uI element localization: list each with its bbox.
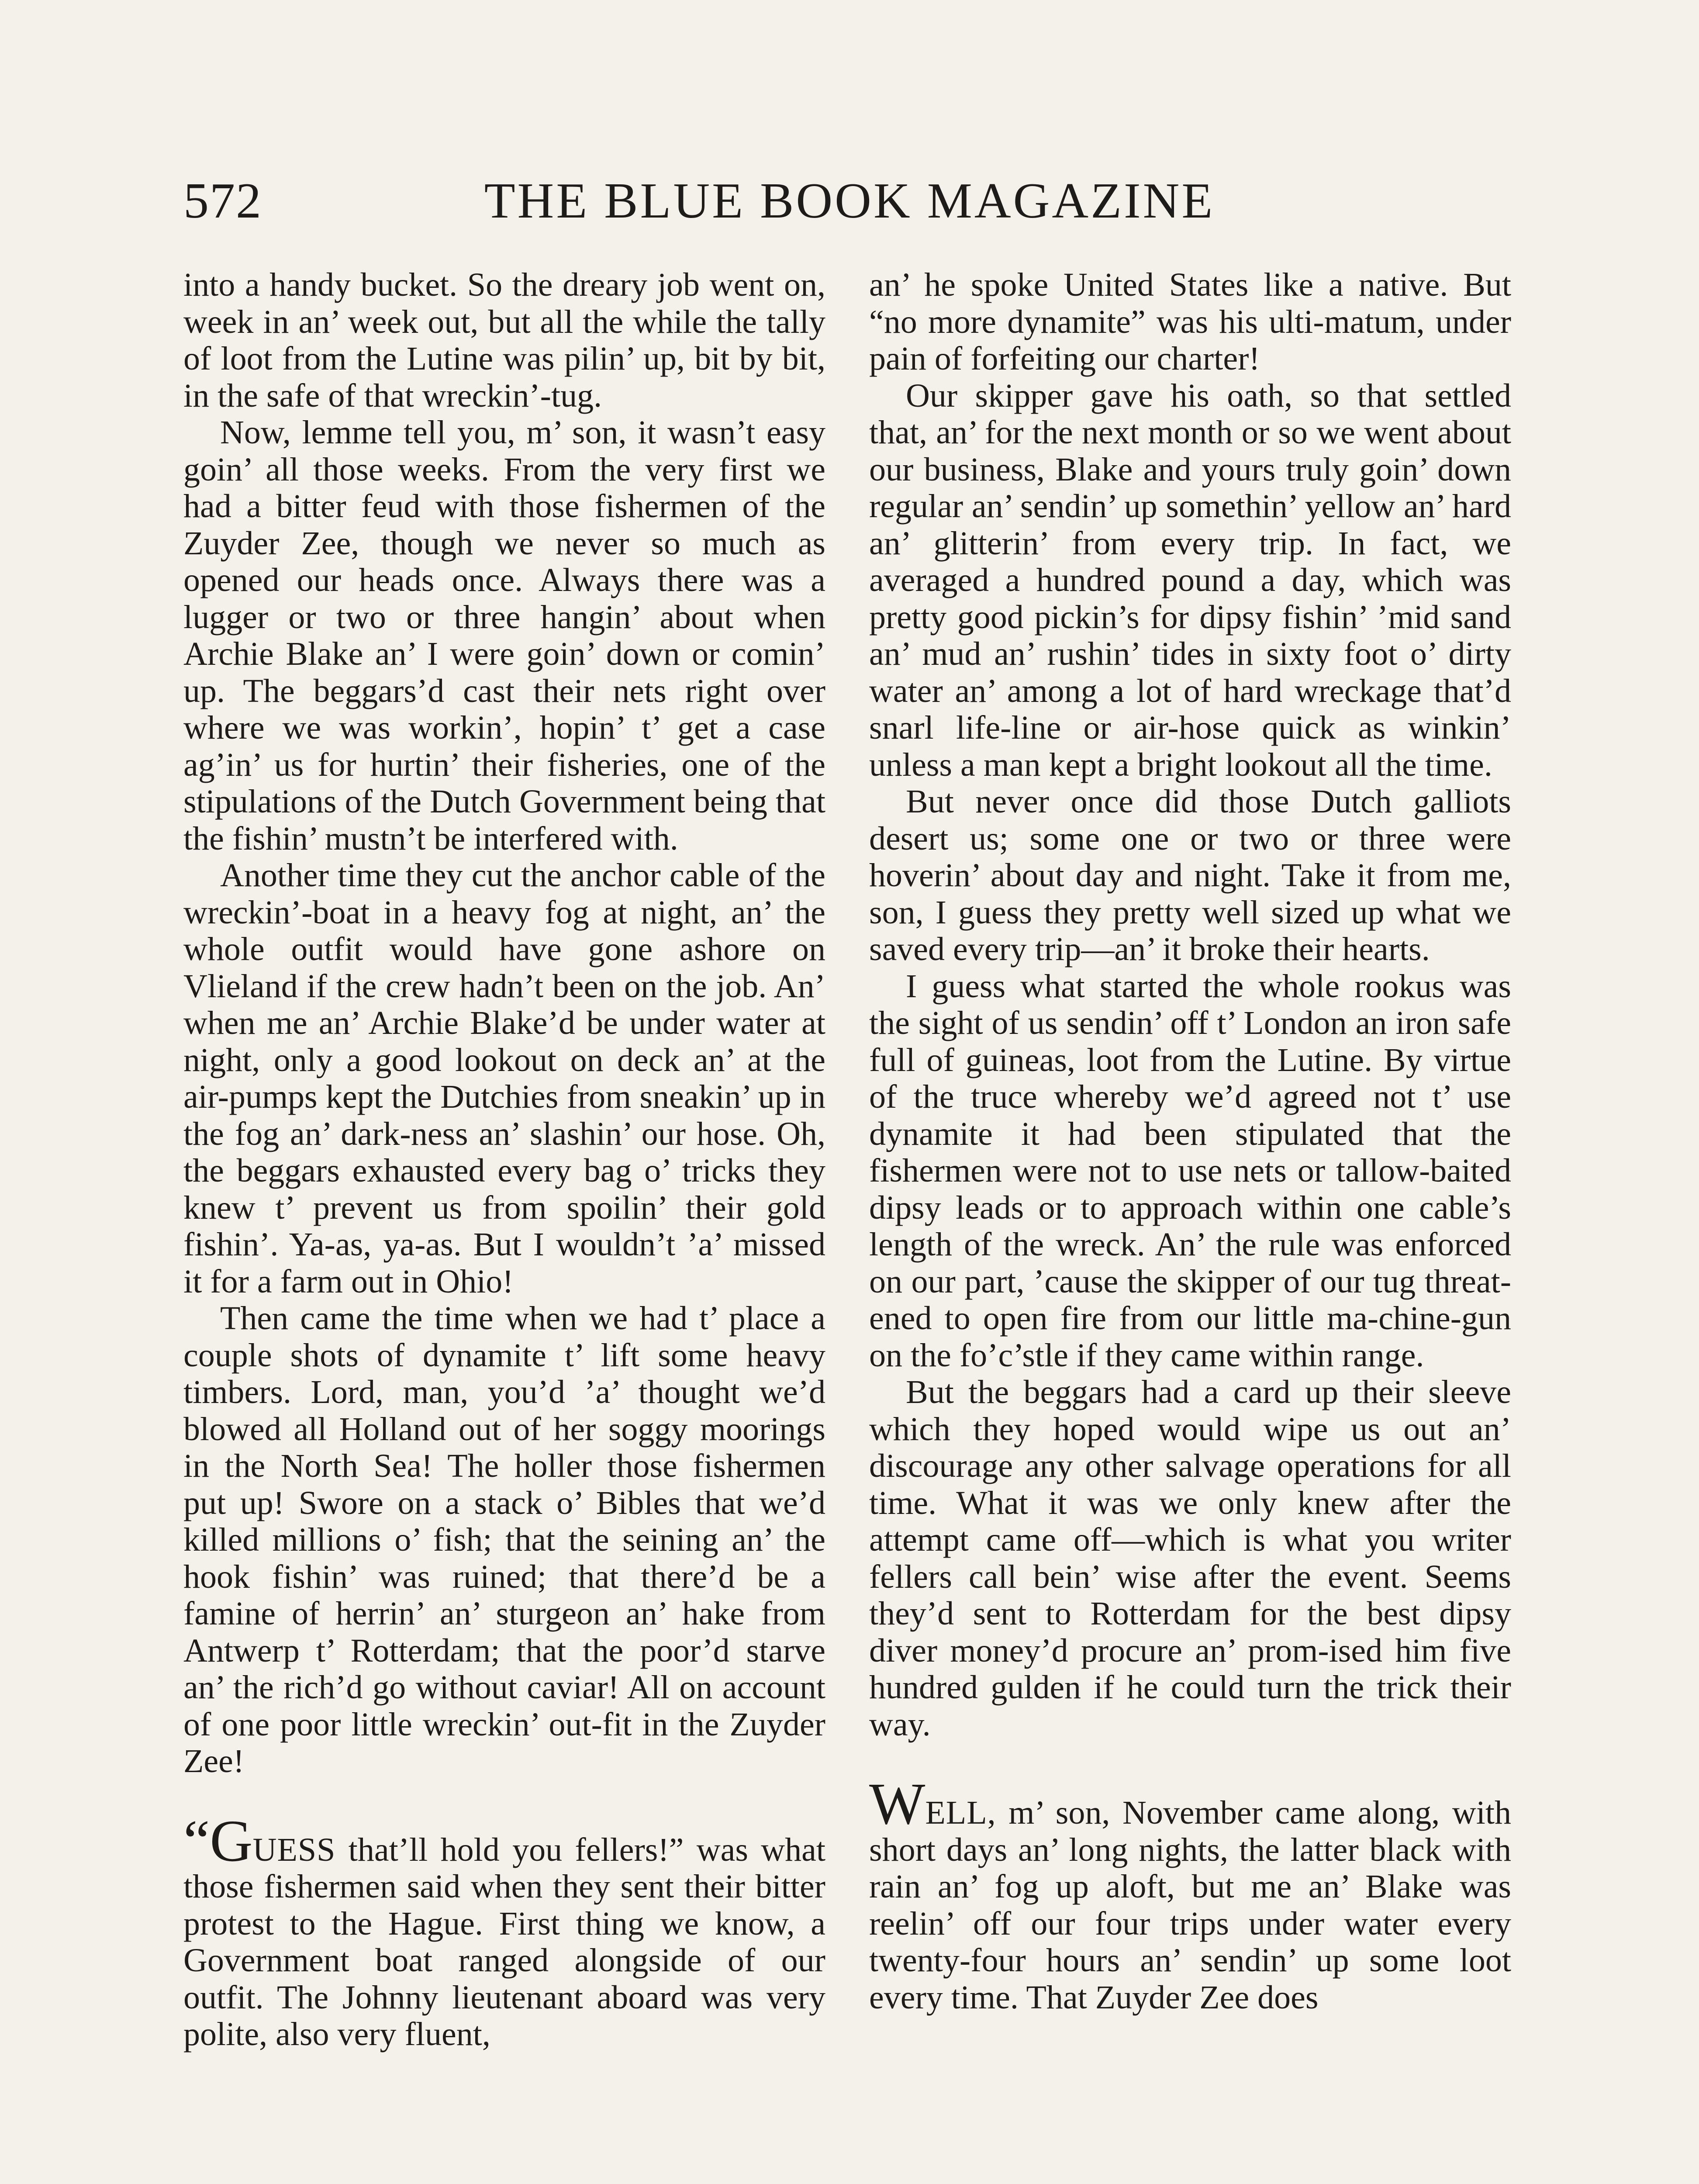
paragraph: into a handy bucket. So the dreary job went on, week in an’ week out, but all the while the tally of loot from the Lutine was pilin’ up, bit by bit, in the safe of that wreckin’-tug. (183, 266, 825, 414)
lead-word: ELL, (925, 1794, 996, 1831)
paragraph: But never once did those Dutch galliots desert us; some one or two or three were hoverin’ about day and night. Take it from me, son, I guess they pretty well sized up what we saved every trip—an’ it broke their hearts. (869, 783, 1511, 968)
paragraph-text: that’ll hold you fellers!” was what those fishermen said when they sent their bitter protest to the Hague. First thing we know, a Government boat ranged alongside of our outfit. The Johnny lieutenant aboard was very polite, also very fluent, (183, 1831, 825, 2053)
paragraph: Now, lemme tell you, m’ son, it wasn’t easy goin’ all those weeks. From the very first we had a bitter feud with those fishermen of the Zuyder Zee, though we never so much as opened our heads once. Always there was a lugger or two or three hangin’ about when Archie Blake an’ I were goin’ down or comin’ up. The beggars’d cast their nets right over where we was workin’, hopin’ t’ get a case ag’in’ us for hurtin’ their fisheries, one of the stipulations of the Dutch Government being that the fishin’ mustn’t be interfered with. (183, 414, 825, 857)
left-column (183, 266, 825, 2053)
paragraph: Then came the time when we had t’ place a couple shots of dynamite t’ lift some heavy timbers. Lord, man, you’d ’a’ thought we’d blowed all Holland out of her soggy moorings in the North Sea! The holler those fishermen put up! Swore on a stack o’ Bibles that we’d killed millions o’ fish; that the seining an’ the hook fishin’ was ruined; that there’d be a famine of herrin’ an’ sturgeon an’ hake from Antwerp t’ Rotterdam; that the poor’d starve an’ the rich’d go without caviar! All on account of one poor little wreckin’ out-fit in the Zuyder Zee! (183, 1300, 825, 1780)
magazine-title: THE BLUE BOOK MAGAZINE (484, 173, 1215, 229)
lead-word: UESS (252, 1831, 336, 1868)
paragraph: I guess what started the whole rookus was the sight of us sendin’ off t’ London an iron safe full of guineas, loot from the Lutine. By virtue of the truce whereby we’d agreed not t’ use dynamite it had been stipulated that the fishermen were not to use nets or tallow-baited dipsy leads or to approach within one cable’s length of the wreck. An’ the rule was enforced on our part, ’cause the skipper of our tug threat-ened to open fire from our little ma-chine-gun on the fo’c’stle if they came within range. (869, 968, 1511, 1374)
page-header (183, 168, 1516, 238)
paragraph: Our skipper gave his oath, so that settled that, an’ for the next month or so we went about our business, Blake and yours truly goin’ down regular an’ sendin’ up somethin’ yellow an’ hard an’ glitterin’ from every trip. In fact, we averaged a hundred pound a day, which was pretty good pickin’s for dipsy fishin’ ’mid sand an’ mud an’ rushin’ tides in sixty foot o’ dirty water an’ among a lot of hard wreckage that’d snarl life-line or air-hose quick as winkin’ unless a man kept a bright lookout all the time. (869, 377, 1511, 783)
paragraph-text: m’ son, November came along, with short days an’ long nights, the latter black with rain an’ fog up aloft, but me an’ Blake was reelin’ off our four trips under water every twenty-four hours an’ sendin’ up some loot every time. That Zuyder Zee does (869, 1794, 1511, 2016)
section-paragraph (869, 1771, 1511, 2016)
paragraph: Another time they cut the anchor cable of the wreckin’-boat in a heavy fog at night, an’ the whole outfit would have gone ashore on Vlieland if the crew hadn’t been on the job. An’ when me an’ Archie Blake’d be under water at night, only a good lookout on deck an’ at the air-pumps kept the Dutchies from sneakin’ up in the fog an’ dark-ness an’ slashin’ our hose. Oh, the beggars exhausted every bag o’ tricks they knew t’ prevent us from spoilin’ their gold fishin’. Ya-as, ya-as. But I wouldn’t ’a’ missed it for a farm out in Ohio! (183, 857, 825, 1300)
page-number: 572 (183, 173, 262, 229)
drop-cap: W (869, 1771, 925, 1837)
paragraph: But the beggars had a card up their sleeve which they hoped would wipe us out an’ discourage any other salvage operations for all time. What it was we only knew after the attempt came off—which is what you writer fellers call bein’ wise after the event. Seems they’d sent to Rotterdam for the best dipsy diver money’d procure an’ prom-ised him five hundred gulden if he could turn the trick their way. (869, 1374, 1511, 1743)
paragraph: an’ he spoke United States like a native. But “no more dynamite” was his ulti-matum, under pain of forfeiting our charter! (869, 266, 1511, 377)
drop-cap: “G (183, 1808, 253, 1874)
right-column (869, 266, 1511, 2016)
section-paragraph (183, 1808, 825, 2053)
